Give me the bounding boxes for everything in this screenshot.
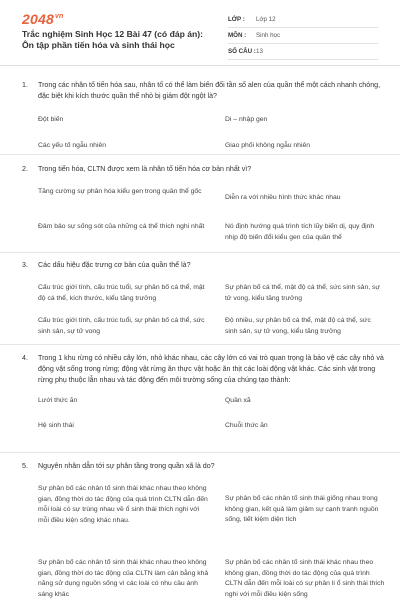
meta-value: Sinh học <box>256 32 281 39</box>
question-number: 3. <box>22 261 28 269</box>
question-text: Trong 1 khu rừng có nhiều cây lớn, nhỏ khác nhau, các cây lớn có vai trò quan trọng là bảo vệ các cây nhỏ và động vật sống trong rừng; động vật rừng ăn thực vật hoặc ăn thịt các loài động vật khác. Các sinh vật trong rừng phụ thuộc lẫn nhau và tác động đến môi trường sống của chúng tạo thành: <box>38 354 384 384</box>
question-text: Trong tiến hóa, CLTN được xem là nhân tố tiến hóa cơ bản nhất vì? <box>38 165 252 173</box>
option-c[interactable]: Sự phân bố các nhân tố sinh thái khác nhau theo không gian, đồng thời do tác động của CLTN làm cân bằng khả năng sử dụng nguồn sống vì các loài có nhu cầu ánh sáng khác <box>38 559 209 598</box>
question-text: Trong các nhân tố tiến hóa sau, nhân tố có thể làm biến đổi tần số alen của quần thể một cách nhanh chóng, đặc biệt khi kích thước quần thể nhỏ bị giảm đột ngột là? <box>38 81 381 100</box>
question-2 <box>22 164 384 254</box>
option-b[interactable]: Sự phân bố các nhân tố sinh thái giống nhau trong không gian, kết quả làm giảm sự cạnh tranh nguồn sống, tiết kiệm diện tích <box>225 495 379 524</box>
question-separator <box>0 452 400 453</box>
question-number: 1. <box>22 81 28 89</box>
option-b[interactable]: Diễn ra với nhiều hình thức khác nhau <box>225 194 341 201</box>
option-a[interactable]: Sự phân bố các nhân tố sinh thái khác nhau theo không gian, đồng thời do tác động của quá trình CLTN dẫn đến mỗi loài có sự trùng nhau về ổ sinh thái thích nghi với mỗi điều kiện sống khác nhau. <box>38 485 208 524</box>
option-d[interactable]: Giao phối không ngẫu nhiên <box>225 142 311 149</box>
question-text: Các dấu hiệu đặc trưng cơ bản của quần thể là? <box>38 261 191 269</box>
option-c[interactable]: Cấu trúc giới tính, cấu trúc tuổi, sự phân bố cá thể, sức sinh sản, sự tử vong <box>38 317 205 335</box>
meta-key: SỐ CÂU : <box>228 48 256 55</box>
question-5 <box>22 461 384 600</box>
option-c[interactable]: Các yếu tố ngẫu nhiên <box>38 142 107 149</box>
option-a[interactable]: Tăng cường sự phân hóa kiểu gen trong quần thể gốc <box>38 188 202 195</box>
document-header <box>0 0 400 62</box>
meta-row-class <box>228 12 378 28</box>
question-number: 4. <box>22 354 28 362</box>
meta-table <box>228 12 378 60</box>
question-separator <box>0 344 400 345</box>
meta-value: 13 <box>256 48 263 55</box>
question-3 <box>22 260 384 348</box>
option-d[interactable]: Nó định hướng quá trình tích lũy biến dị, quy định nhịp độ biến đổi kiểu gen của quần thể <box>225 223 375 241</box>
meta-row-subject <box>228 28 378 44</box>
option-d[interactable]: Độ nhiều, sự phân bố cá thể, mật độ cá thể, sức sinh sản, sự tử vong, kiểu tăng trưởng <box>225 317 371 335</box>
meta-key: LỚP : <box>228 16 245 23</box>
question-number: 5. <box>22 462 28 470</box>
option-a[interactable]: Lưới thức ăn <box>38 397 78 404</box>
option-c[interactable]: Đảm bảo sự sống sót của những cá thể thích nghi nhất <box>38 223 205 230</box>
question-4 <box>22 353 384 437</box>
site-logo[interactable]: $2048^{vn}$ <box>22 11 64 27</box>
option-b[interactable]: Sự phân bố cá thể, mật độ cá thể, sức sinh sản, sự tử vong, kiểu tăng trưởng <box>225 284 380 302</box>
page-title: Trắc nghiệm Sinh Học 12 Bài 47 (có đáp án): Ôn tập phần tiến hóa và sinh thái học <box>22 29 203 50</box>
option-c[interactable]: Hệ sinh thái <box>38 422 74 429</box>
header-divider <box>0 65 400 66</box>
option-d[interactable]: Sự phân bố các nhân tố sinh thái khác nhau theo không gian, đồng thời do tác động của quá trình CLTN dẫn đến mỗi loài có sự phân li ổ sinh thái thích nghi với mỗi điều kiện sống <box>225 559 385 598</box>
option-d[interactable]: Chuỗi thức ăn <box>225 422 268 429</box>
question-separator <box>0 252 400 253</box>
option-b[interactable]: Quần xã <box>225 397 251 404</box>
question-text: Nguyên nhân dẫn tới sự phân tầng trong quần xã là do? <box>38 462 215 470</box>
option-a[interactable]: Cấu trúc giới tính, cấu trúc tuổi, sự phân bố cá thể, mật độ cá thể, kích thước, kiểu tăng trưởng <box>38 284 205 302</box>
logo-suffix: vn <box>54 13 64 21</box>
question-1 <box>22 80 384 157</box>
option-b[interactable]: Di – nhập gen <box>225 116 268 123</box>
meta-row-count <box>228 44 378 60</box>
question-number: 2. <box>22 165 28 173</box>
meta-value: Lớp 12 <box>256 16 276 23</box>
question-separator <box>0 154 400 155</box>
meta-key: MÔN : <box>228 32 247 39</box>
option-a[interactable]: Đột biến <box>38 116 64 123</box>
